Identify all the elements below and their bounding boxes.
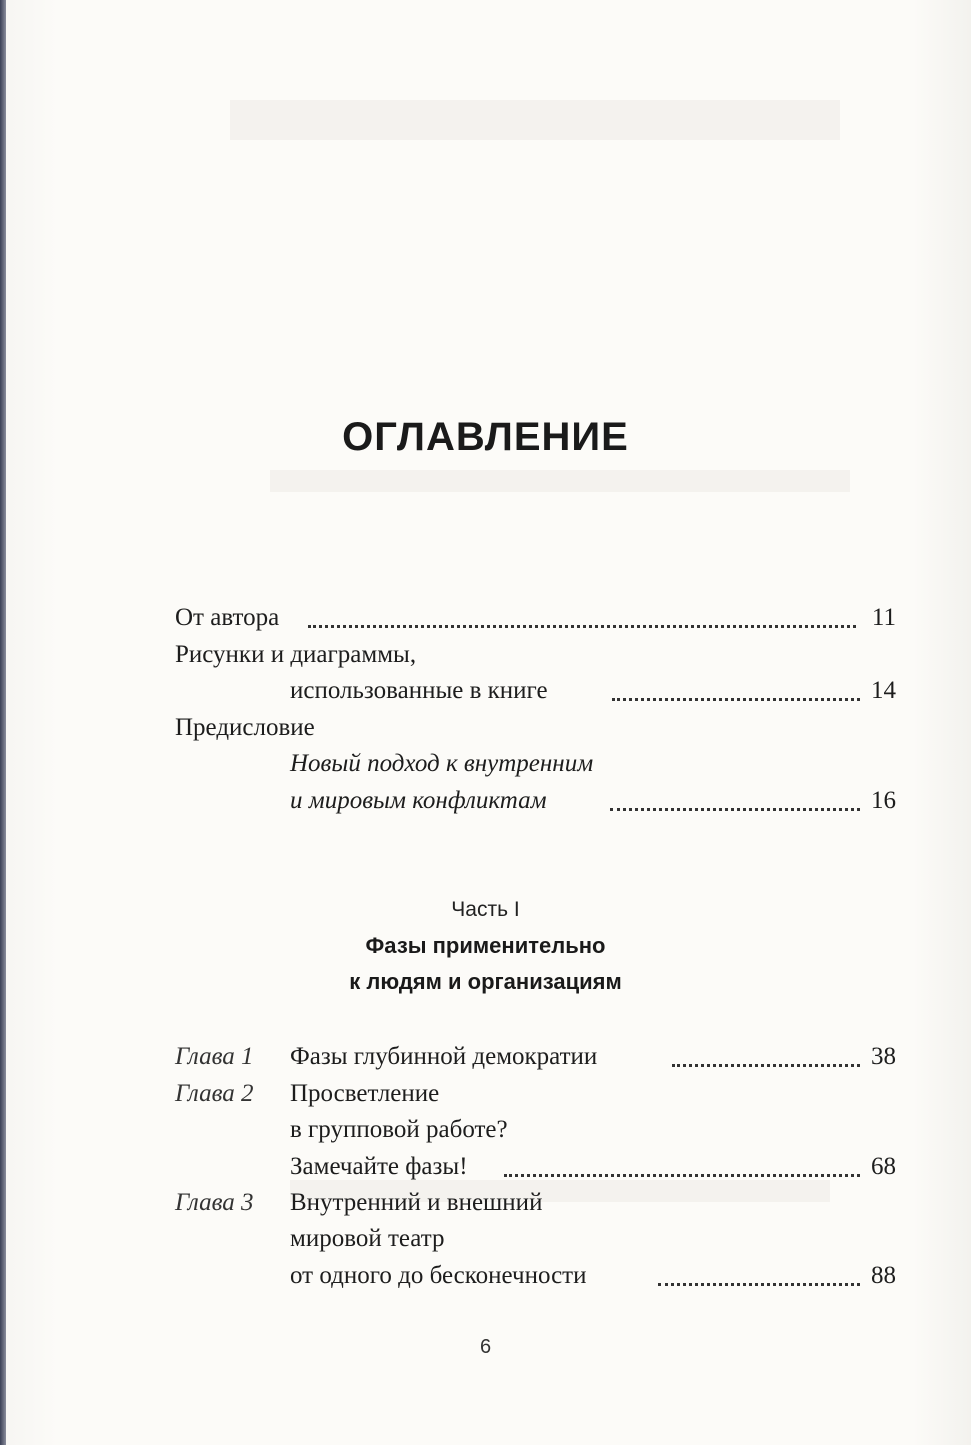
chapter-title-cont: от одного до бесконечности <box>290 1262 587 1289</box>
chapter-title-cont: мировой театр <box>290 1225 445 1252</box>
chapter-title: Внутренний и внешний <box>290 1189 543 1216</box>
toc-entry-figures: Рисунки и диаграммы, <box>175 641 417 668</box>
toc-entry-author-note: От автора <box>175 604 280 631</box>
part-label: Часть I <box>451 898 520 921</box>
toc-leader <box>658 1283 860 1286</box>
chapter-title: Просветление <box>290 1080 440 1107</box>
toc-page-number: 88 <box>871 1262 896 1289</box>
toc-page-number: 14 <box>871 677 896 704</box>
toc-leader <box>672 1064 860 1067</box>
toc-entry-foreword: Предисловие <box>175 714 315 741</box>
toc-leader <box>308 625 856 628</box>
toc-leader <box>612 698 860 701</box>
toc-page-number: 68 <box>871 1153 896 1180</box>
toc-entry-foreword-sub: Новый подход к внутренним <box>290 750 594 777</box>
toc-page-number: 16 <box>871 787 896 814</box>
toc-entry-figures-cont: использованные в книге <box>290 677 548 704</box>
toc-page-number: 11 <box>871 604 896 631</box>
toc-page-number: 38 <box>871 1043 896 1070</box>
toc-leader <box>610 808 860 811</box>
show-through-band <box>270 470 850 492</box>
part-title-line1: Фазы применительно <box>365 933 606 958</box>
show-through-band <box>230 100 840 140</box>
chapter-label: Глава 1 <box>175 1043 254 1070</box>
page-title: ОГЛАВЛЕНИЕ <box>342 415 629 459</box>
chapter-title: Фазы глубинной демократии <box>290 1043 598 1070</box>
chapter-title-cont: в групповой работе? <box>290 1116 508 1143</box>
toc-leader <box>504 1174 860 1177</box>
chapter-title-cont: Замечайте фазы! <box>290 1153 468 1180</box>
chapter-label: Глава 3 <box>175 1189 254 1216</box>
chapter-label: Глава 2 <box>175 1080 254 1107</box>
part-title-line2: к людям и организациям <box>349 969 622 994</box>
page-number: 6 <box>479 1336 492 1358</box>
toc-entry-foreword-sub-cont: и мировым конфликтам <box>290 787 547 814</box>
page-edge-shadow <box>0 0 6 1445</box>
